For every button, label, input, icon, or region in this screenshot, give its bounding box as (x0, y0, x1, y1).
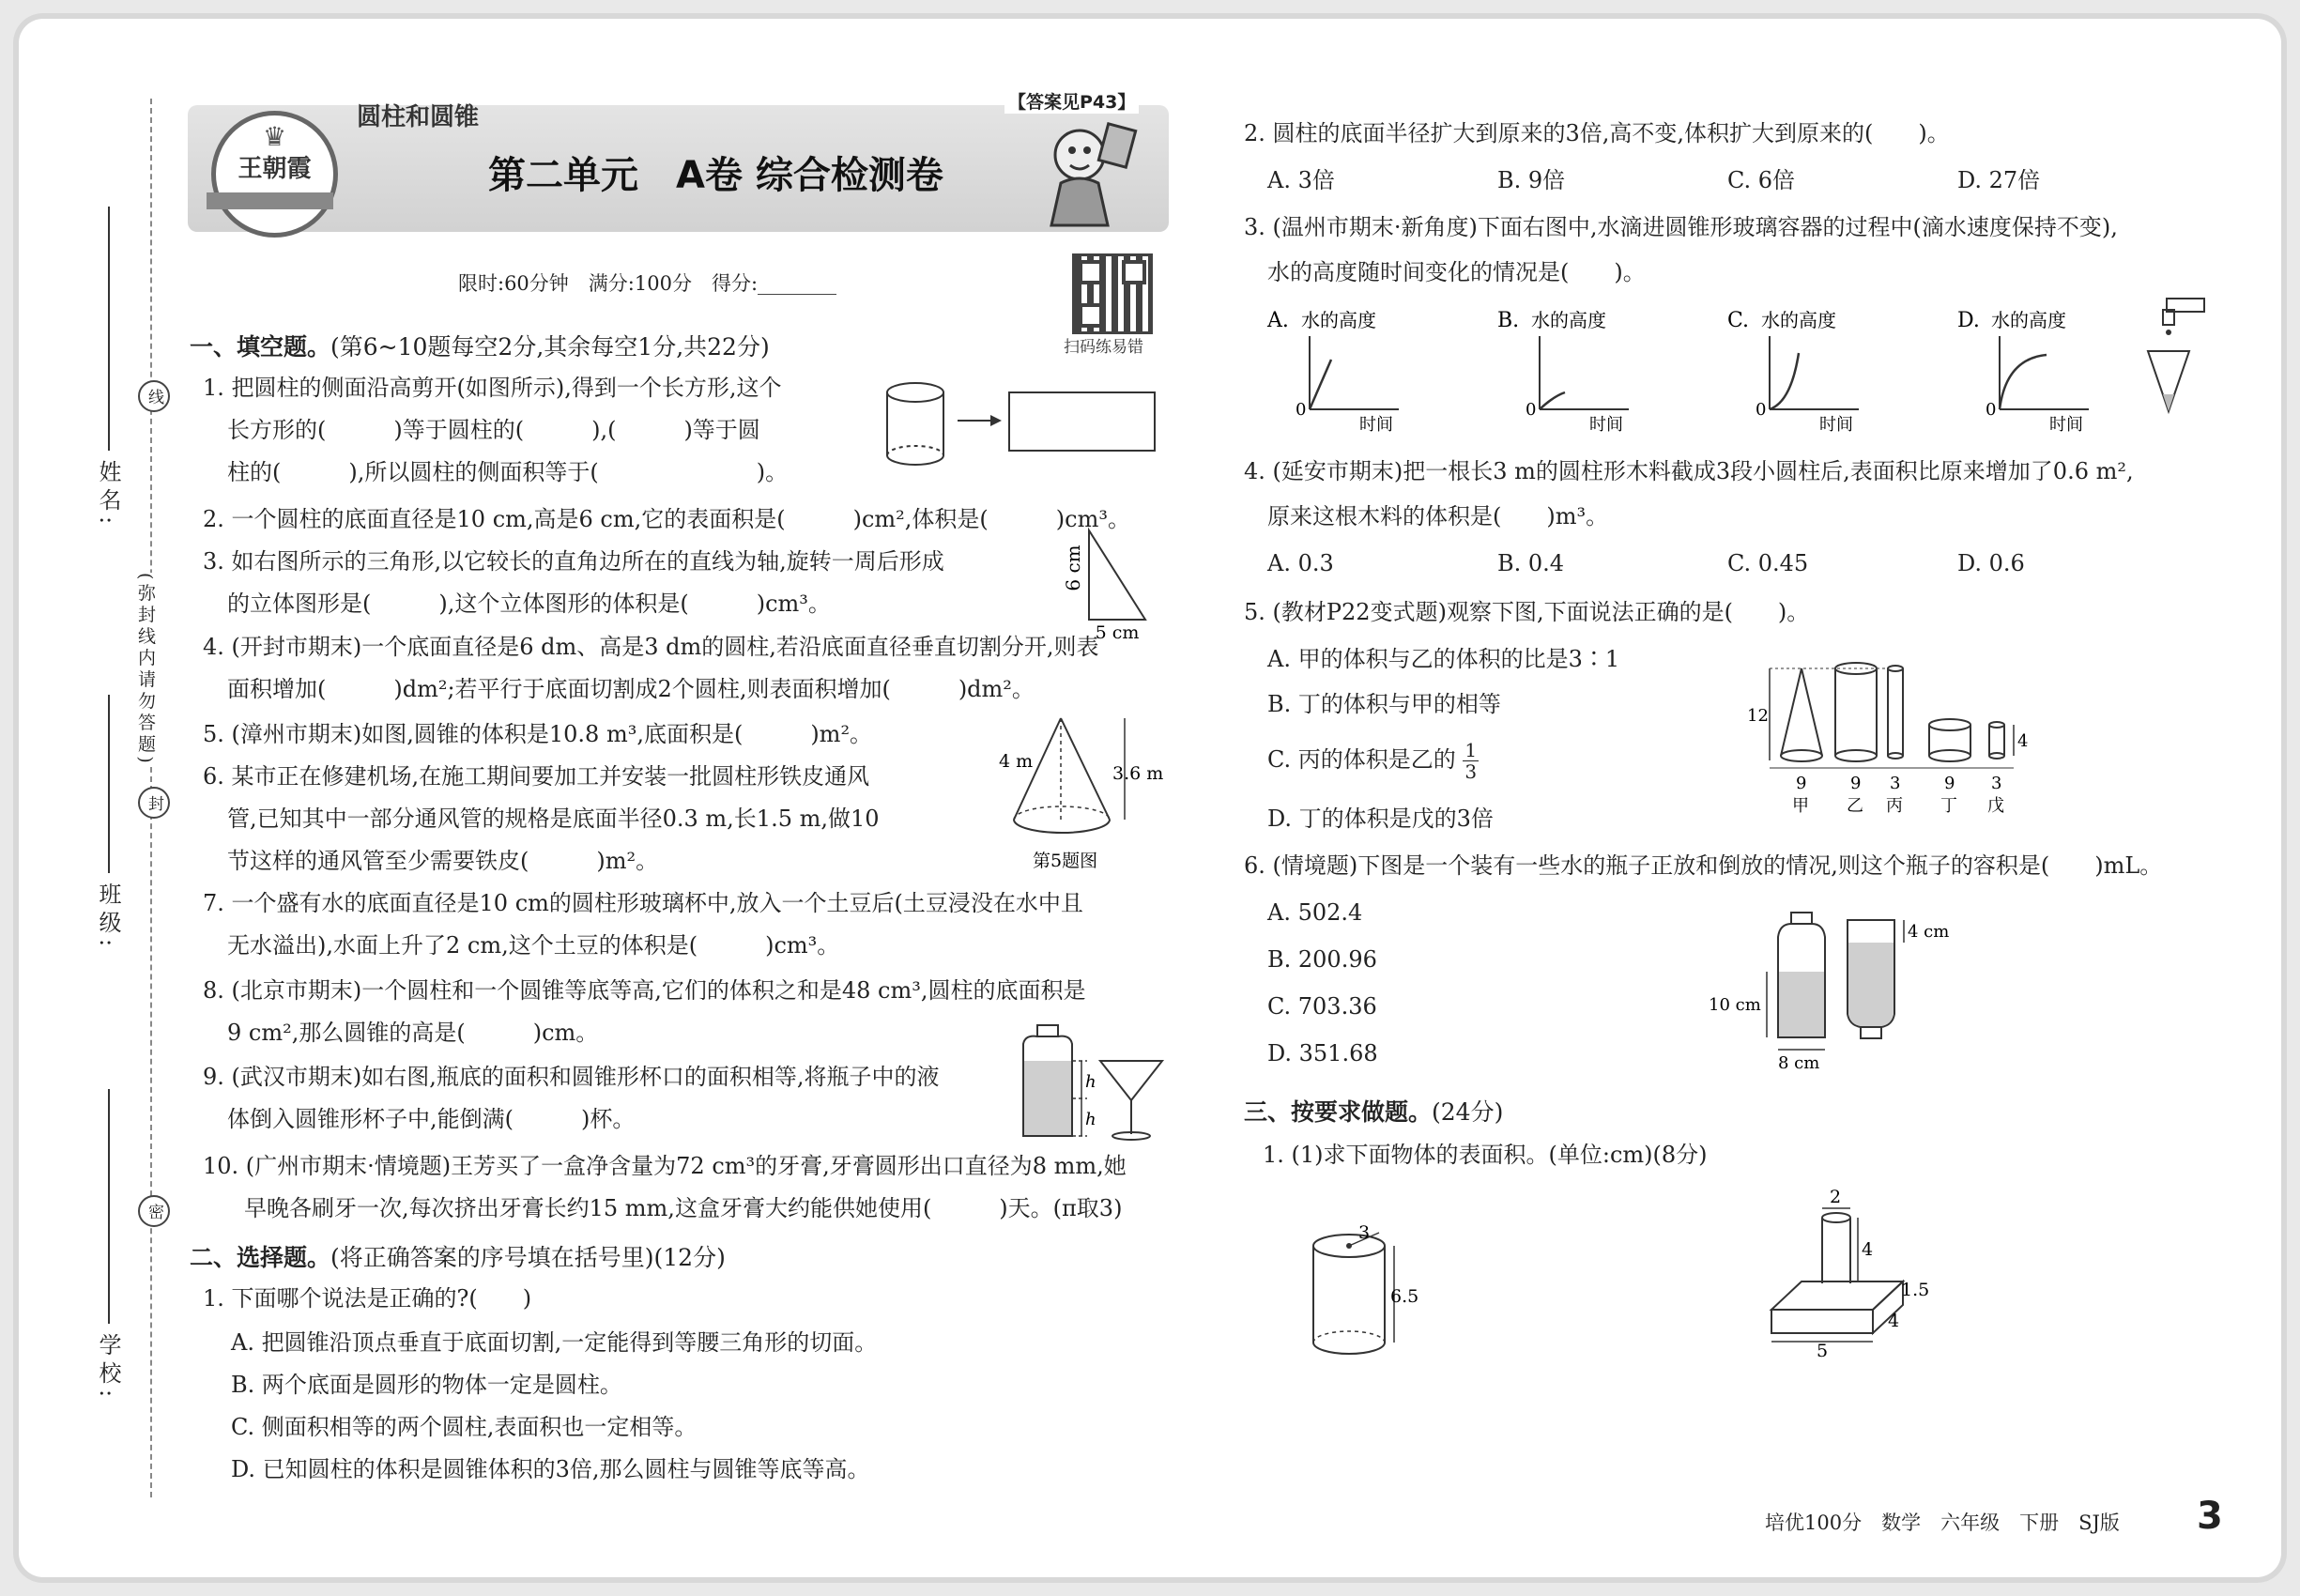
fraction-numerator: 1 (1464, 739, 1478, 761)
name-label: 姓名: (95, 460, 121, 530)
q3-line1: 3. 如右图所示的三角形,以它较长的直角边所在的直线为轴,旋转一周后形成 (203, 548, 944, 575)
footer-text: 培优100分 数学 六年级 下册 SJ版 (1765, 1512, 2120, 1534)
s2q3-graph-a[interactable] (1267, 299, 1455, 434)
q5-cone-figure (995, 709, 1183, 882)
s2q5-stem: 5. (教材P22变式题)观察下图,下面说法正确的是( )。 (1244, 599, 1810, 625)
svg-text:3: 3 (1991, 774, 2002, 793)
q10-line1: 10. (广州市期末·情境题)王芳买了一盒净含量为72 cm³的牙膏,牙膏圆形出口直径为8 mm,她 (203, 1153, 1127, 1179)
exam-page (19, 19, 2281, 1577)
svg-text:水的高度: 水的高度 (1991, 309, 2066, 331)
svg-text:4 cm: 4 cm (1908, 922, 1950, 942)
s2q3-graph-b[interactable] (1497, 299, 1685, 434)
q3-line2: 的立体图形是( ),这个立体图形的体积是( )cm³。 (227, 591, 831, 617)
svg-text:水的高度: 水的高度 (1761, 309, 1836, 331)
q1-line2: 长方形的( )等于圆柱的( ),( )等于圆 (227, 417, 760, 443)
s2q3-graph-d[interactable] (1957, 299, 2145, 434)
s2q2-stem: 2. 圆柱的底面半径扩大到原来的3倍,高不变,体积扩大到原来的( )。 (1244, 120, 1950, 146)
answer-reference: 【答案见P43】 (1004, 88, 1139, 114)
svg-text:0: 0 (1526, 400, 1537, 420)
seal-mark-seal: 封 (138, 787, 170, 819)
s2q5-option-c[interactable] (1267, 740, 1479, 782)
q6-line2: 管,已知其中一部分通风管的规格是底面半径0.3 m,长1.5 m,做10 (227, 806, 880, 832)
svg-text:时间: 时间 (1589, 415, 1623, 435)
q3-side-label: 6 cm (1062, 545, 1084, 591)
brand-name: 王朝霞 (238, 155, 312, 183)
brand-logo (211, 111, 338, 238)
q9-bottle-figure (1014, 1023, 1173, 1149)
s2q6-option-d[interactable]: D. 351.68 (1267, 1040, 1378, 1067)
q8-line1: 8. (北京市期末)一个圆柱和一个圆锥等底等高,它们的体积之和是48 cm³,圆柱的底面积是 (203, 977, 1086, 1004)
svg-text:12: 12 (1747, 706, 1769, 726)
q4-line2: 面积增加( )dm²;若平行于底面切割成2个圆柱,则表面积增加( )dm²。 (227, 676, 1035, 702)
s3-cylinder-figure (1300, 1222, 1432, 1370)
s2q5-option-a[interactable]: A. 甲的体积与乙的体积的比是3∶1 (1267, 646, 1620, 672)
q10-line2: 早晚各刷牙一次,每次挤出牙膏长约15 mm,这盒牙膏大约能供她使用( )天。(π取3) (244, 1195, 1123, 1221)
qr-code[interactable] (1072, 253, 1153, 334)
school-field-line[interactable] (108, 1089, 110, 1324)
svg-text:5: 5 (1817, 1341, 1829, 1361)
q5-line: 5. (漳州市期末)如图,圆锥的体积是10.8 m³,底面积是( )m²。 (203, 721, 873, 747)
svg-text:10 cm: 10 cm (1709, 995, 1761, 1015)
seal-mark-secret: 密 (138, 1195, 170, 1227)
svg-text:9: 9 (1944, 774, 1955, 793)
q1-figure (868, 376, 1169, 473)
q9-h-lower: h (1085, 1110, 1096, 1129)
s2q4-option-d[interactable]: D. 0.6 (1957, 550, 2025, 576)
s2q3-stem-line1: 3. (温州市期末·新角度)下面右图中,水滴进圆锥形玻璃容器的过程中(滴水速度保持不变), (1244, 214, 2118, 240)
crown-icon: ♛ (262, 121, 287, 152)
svg-text:戊: 戊 (1987, 796, 2004, 816)
s2q2-option-b[interactable]: B. 9倍 (1497, 167, 1566, 193)
svg-text:1.5: 1.5 (1901, 1280, 1930, 1300)
s2q5-option-b[interactable]: B. 丁的体积与甲的相等 (1267, 691, 1501, 717)
s2q2-option-a[interactable]: A. 3倍 (1267, 167, 1335, 193)
s2q6-option-c[interactable]: C. 703.36 (1267, 993, 1377, 1020)
faucet-cone-icon (2140, 291, 2216, 426)
svg-text:9: 9 (1850, 774, 1862, 793)
q1-line1: 1. 把圆柱的侧面沿高剪开(如图所示),得到一个长方形,这个 (203, 375, 782, 401)
svg-text:6.5: 6.5 (1390, 1286, 1419, 1307)
school-label: 学校: (95, 1333, 121, 1404)
section1-heading: 一、填空题。 (190, 333, 331, 361)
s2q1-option-d[interactable]: D. 已知圆柱的体积是圆锥体积的3倍,那么圆柱与圆锥等底等高。 (231, 1456, 870, 1482)
exam-info: 限时:60分钟 满分:100分 得分:________ (458, 272, 837, 295)
section1-title (190, 329, 770, 362)
svg-text:时间: 时间 (1359, 415, 1393, 435)
q9-line2: 体倒入圆锥形杯子中,能倒满( )杯。 (227, 1106, 636, 1132)
q5-height-label: 3.6 m (1112, 763, 1164, 784)
svg-text:D.: D. (1957, 309, 1980, 332)
s2q5-option-c-text: C. 丙的体积是乙的 (1267, 746, 1456, 773)
s2q1-option-a[interactable]: A. 把圆锥沿顶点垂直于底面切割,一定能得到等腰三角形的切面。 (231, 1329, 878, 1356)
s2q6-bottles-figure (1699, 911, 1950, 1074)
q2-line: 2. 一个圆柱的底面直径是10 cm,高是6 cm,它的表面积是( )cm²,体积是( )cm³。 (203, 506, 1130, 532)
q5-slant-label: 4 m (999, 751, 1034, 772)
svg-text:3: 3 (1890, 774, 1901, 793)
svg-text:水的高度: 水的高度 (1301, 309, 1376, 331)
section3-title (1244, 1094, 1503, 1128)
s2q4-stem-line2: 原来这根木料的体积是( )m³。 (1267, 503, 1609, 529)
s2q2-option-c[interactable]: C. 6倍 (1727, 167, 1796, 193)
section2-title (190, 1239, 726, 1273)
svg-text:4: 4 (1888, 1311, 1900, 1331)
q8-line2: 9 cm²,那么圆锥的高是( )cm。 (227, 1020, 599, 1046)
mascot-icon (1014, 113, 1164, 248)
section2-note: (将正确答案的序号填在括号里)(12分) (330, 1244, 726, 1271)
section1-note: (第6~10题每空2分,其余每空1分,共22分) (330, 333, 770, 361)
name-field-line[interactable] (108, 207, 110, 451)
q4-line1: 4. (开封市期末)一个底面直径是6 dm、高是3 dm的圆柱,若沿底面直径垂直切割分开,则表 (203, 634, 1099, 660)
q6-line1: 6. 某市正在修建机场,在施工期间要加工并安装一批圆柱形铁皮通风 (203, 763, 870, 790)
q1-line3: 柱的( ),所以圆柱的侧面积等于( )。 (227, 459, 789, 485)
section3-heading: 三、按要求做题。 (1244, 1098, 1433, 1126)
s2q5-option-d[interactable]: D. 丁的体积是戊的3倍 (1267, 806, 1494, 832)
s2q4-stem-line1: 4. (延安市期末)把一根长3 m的圆柱形木料截成3段小圆柱后,表面积比原来增加了0.6 m², (1244, 458, 2134, 484)
s2q1-option-c[interactable]: C. 侧面积相等的两个圆柱,表面积也一定相等。 (231, 1414, 698, 1440)
s2q4-option-a[interactable]: A. 0.3 (1267, 550, 1334, 576)
svg-text:时间: 时间 (1819, 415, 1853, 435)
s2q1-option-b[interactable]: B. 两个底面是圆形的物体一定是圆柱。 (231, 1372, 622, 1398)
s2q4-option-c[interactable]: C. 0.45 (1727, 550, 1809, 576)
q5-caption: 第5题图 (1033, 851, 1098, 871)
page-number: 3 (2197, 1495, 2223, 1538)
section2-heading: 二、选择题。 (190, 1244, 331, 1271)
svg-text:时间: 时间 (2049, 415, 2083, 435)
svg-text:乙: 乙 (1847, 796, 1863, 816)
fraction-denominator: 3 (1464, 760, 1478, 783)
q7-line2: 无水溢出),水面上升了2 cm,这个土豆的体积是( )cm³。 (227, 932, 840, 959)
svg-text:8 cm: 8 cm (1778, 1053, 1820, 1073)
svg-text:4: 4 (1862, 1239, 1874, 1260)
svg-text:C.: C. (1727, 309, 1750, 332)
s2q6-option-a[interactable]: A. 502.4 (1267, 899, 1363, 926)
s2q2-option-d[interactable]: D. 27倍 (1957, 167, 2041, 193)
s3q1-stem: 1. (1)求下面物体的表面积。(单位:cm)(8分) (1263, 1142, 1708, 1168)
fraction (1463, 740, 1479, 782)
s2q3-stem-line2: 水的高度随时间变化的情况是( )。 (1267, 259, 1646, 285)
seal-mark-line: 线 (138, 380, 170, 412)
s3-composite-figure (1760, 1188, 1948, 1360)
q9-h-upper: h (1085, 1072, 1096, 1092)
svg-text:0: 0 (1986, 400, 1997, 420)
ribbon (207, 192, 333, 209)
class-label: 班级: (95, 882, 121, 953)
s2q5-solids-figure (1741, 657, 2079, 830)
class-field-line[interactable] (108, 695, 110, 873)
svg-text:2: 2 (1830, 1187, 1842, 1207)
svg-text:B.: B. (1497, 309, 1520, 332)
svg-text:丙: 丙 (1886, 796, 1903, 816)
s2q6-stem: 6. (情境题)下图是一个装有一些水的瓶子正放和倒放的情况,则这个瓶子的容积是( )mL。 (1244, 852, 2163, 879)
svg-text:0: 0 (1756, 400, 1767, 420)
s2q4-option-b[interactable]: B. 0.4 (1497, 550, 1565, 576)
svg-text:丁: 丁 (1940, 796, 1957, 816)
svg-text:9: 9 (1796, 774, 1807, 793)
svg-text:甲: 甲 (1792, 796, 1809, 816)
q7-line1: 7. 一个盛有水的底面直径是10 cm的圆柱形玻璃杯中,放入一个土豆后(土豆浸没在水中且 (203, 890, 1083, 916)
q9-line1: 9. (武汉市期末)如右图,瓶底的面积和圆锥形杯口的面积相等,将瓶子中的液 (203, 1064, 940, 1090)
page-title: 第二单元 A卷 综合检测卷 (488, 154, 943, 197)
section3-note: (24分) (1432, 1098, 1504, 1126)
svg-text:水的高度: 水的高度 (1531, 309, 1606, 331)
s2q6-option-b[interactable]: B. 200.96 (1267, 946, 1377, 973)
subject-label: 圆柱和圆锥 (357, 103, 480, 131)
s2q3-graph-c[interactable] (1727, 299, 1915, 434)
svg-text:3: 3 (1358, 1222, 1371, 1243)
qr-caption: 扫码练易错 (1064, 338, 1143, 357)
s2q1-stem: 1. 下面哪个说法是正确的?( ) (203, 1285, 532, 1312)
svg-text:0: 0 (1296, 400, 1307, 420)
q3-triangle-figure (1062, 526, 1169, 647)
seal-note: (弥封线内请勿答题) (133, 573, 159, 767)
q3-base-label: 5 cm (1095, 622, 1140, 643)
svg-text:A.: A. (1267, 309, 1289, 332)
svg-text:4: 4 (2017, 731, 2029, 751)
q6-line3: 节这样的通风管至少需要铁皮( )m²。 (227, 848, 659, 874)
